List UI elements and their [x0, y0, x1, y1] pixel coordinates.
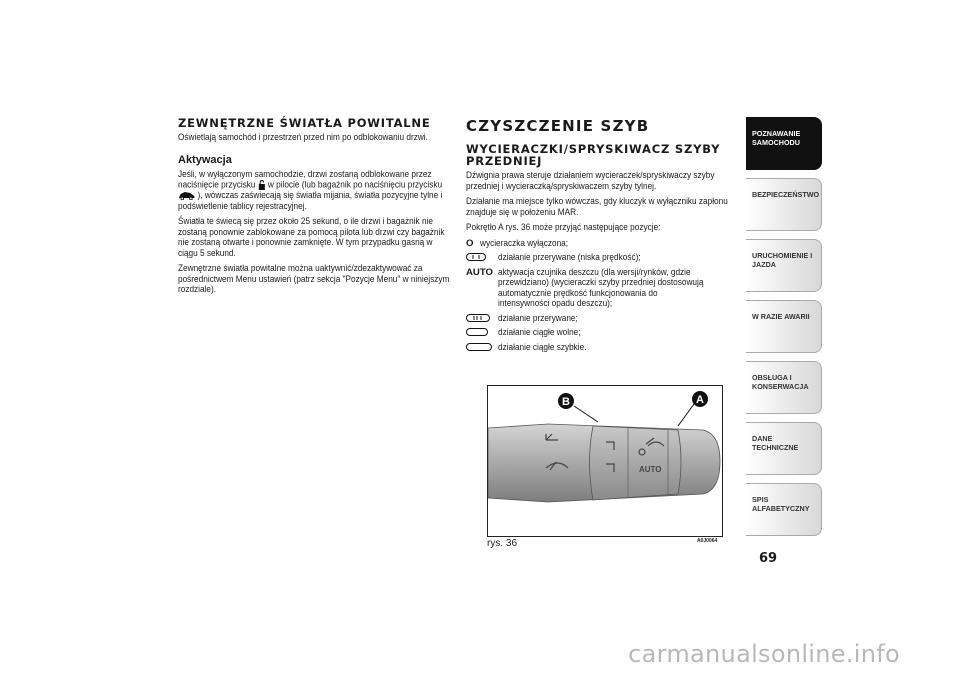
middle-column [466, 117, 738, 357]
auto-icon: AUTO [466, 266, 494, 278]
continuous-slow-icon [466, 328, 498, 336]
intermittent-icon [466, 314, 498, 322]
duration-paragraph: Światła te świecą się przez około 25 sekund, o ile drzwi i bagażnik nie zostaną ponownie zablokowane za pomocą pilota lub drzwi czy bagażnik nie zostaną otwarte i ponownie zamknięte. W tym przypadku gasną w ciągu 5 sekund. [178, 216, 445, 259]
wipers-paragraph-3: Pokrętło A rys. 36 może przyjąć następujące pozycje: [466, 222, 661, 233]
position-auto-text: aktywacja czujnika deszczu (dla wersji/rynków, gdzie przewidziano) (wycieraczki szyby przedniej dostosowują automatycznie prędkość funkcjonowania do intensywności opadu deszczu); [498, 266, 704, 309]
tab-poznawanie-samochodu[interactable]: POZNAWANIE SAMOCHODU [746, 117, 822, 170]
activation-paragraph [178, 170, 450, 213]
auto-position-label: AUTO [639, 465, 662, 474]
position-off-text: wycieraczka wyłączona; [480, 237, 569, 249]
figure-caption: rys. 36 [487, 538, 518, 549]
activation-heading: Aktywacja [178, 153, 232, 166]
tab-dane-techniczne[interactable]: DANE TECHNICZNE [746, 422, 822, 475]
position-continuous-fast-text: działanie ciągłe szybkie. [498, 341, 587, 353]
position-continuous-slow-text: działanie ciągłe wolne; [498, 327, 581, 338]
tab-spis-alfabetyczny[interactable]: SPIS ALFABETYCZNY [746, 483, 822, 536]
position-auto [466, 268, 738, 310]
left-column [178, 117, 450, 301]
label-b: B [562, 396, 570, 408]
activation-text-a: Jeśli, w wyłączonym samochodzie, drzwi zostaną odblokowane przez naciśnięcie przycisku [178, 168, 432, 191]
wipers-subtitle: WYCIERACZKI/SPRYSKIWACZ SZYBY PRZEDNIEJ [466, 142, 721, 168]
wiper-stalk-illustration [488, 386, 722, 536]
car-trunk-icon [178, 191, 195, 200]
position-continuous-slow [466, 328, 738, 339]
continuous-fast-icon [466, 343, 498, 351]
tab-bezpieczenstwo[interactable]: BEZPIECZEŃSTWO [746, 178, 822, 231]
page-number: 69 [759, 551, 778, 566]
position-intermittent-low [466, 253, 738, 264]
wipers-paragraph-1: Dźwignia prawa steruje działaniem wycieraczek/spryskiwaczy szyby przedniej i wycieraczką/spryskiwaczem szyby tylnej. [466, 170, 715, 192]
tab-w-razie-awarii[interactable]: W RAZIE AWARII [746, 300, 822, 353]
activation-text-c: ), wówczas zaświecają się światła mijania, światła pozycyjne tylne i podświetlenie tablicy rejestracyjnej. [178, 190, 443, 212]
figure-code: A0J0064 [697, 538, 718, 544]
position-intermittent-text: działanie przerywane; [498, 312, 578, 324]
position-off [466, 239, 738, 250]
intro-paragraph: Oświetlają samochód i przestrzeń przed nim po odblokowaniu drzwi. [178, 132, 428, 143]
wiper-stalk-figure [487, 385, 723, 537]
activation-text-b: w pilocie (lub bagażnik po naciśnięciu przycisku [267, 179, 443, 191]
section-title-welcome-lights: ZEWNĘTRZNE ŚWIATŁA POWITALNE [178, 116, 431, 130]
off-icon: O [466, 237, 474, 249]
menu-paragraph: Zewnętrzne światła powitalne można uaktywnić/zdezaktywować za pośrednictwem Menu ustawień (patrz sekcja "Pozycje Menu" w niniejszym rozdziale). [178, 263, 450, 296]
position-intermittent-low-text: działanie przerywane (niska prędkość); [498, 252, 641, 263]
wipers-paragraph-2: Działanie ma miejsce tylko wówczas, gdy kluczyk w wyłączniku zapłonu znajduje się w położeniu MAR. [466, 196, 728, 218]
chapter-tabs [746, 117, 822, 544]
position-intermittent [466, 314, 738, 325]
watermark: carmanualsonline.info [628, 640, 900, 668]
section-title-window-cleaning: CZYSZCZENIE SZYB [466, 117, 650, 135]
unlock-icon [258, 180, 266, 190]
label-a: A [696, 394, 704, 406]
tab-uruchomienie-i-jazda[interactable]: URUCHOMIENIE I JAZDA [746, 239, 822, 292]
intermittent-low-icon [466, 253, 498, 261]
position-continuous-fast [466, 343, 738, 354]
tab-obsluga-i-konserwacja[interactable]: OBSŁUGA I KONSERWACJA [746, 361, 822, 414]
